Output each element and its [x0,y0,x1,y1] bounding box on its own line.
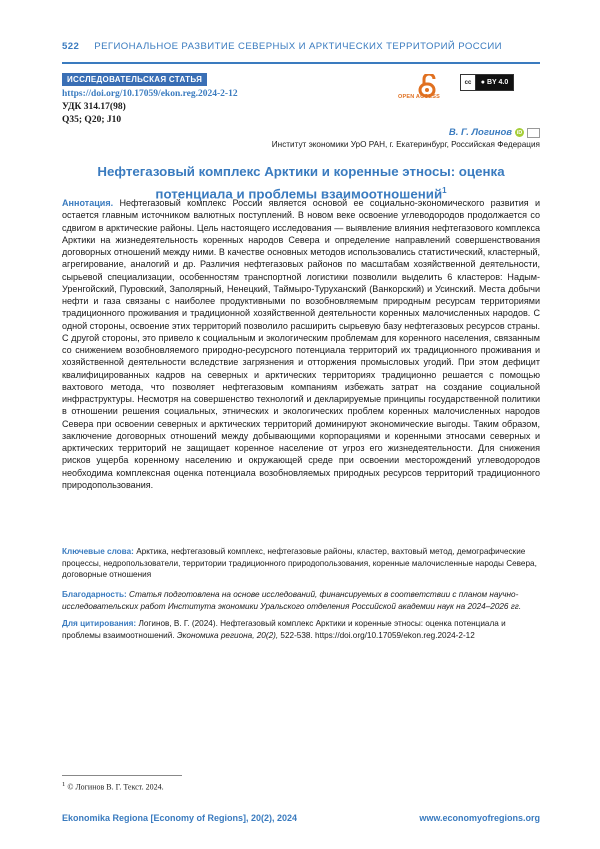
citation-text-a: Логинов, В. Г. (2024). Нефтегазовый комплекс Арктики и коренные этносы: оценка потенциала и проблемы взаимоотношений. [62,619,506,640]
citation-journal: Экономика региона, 20(2), [177,631,278,640]
header-rule [62,62,540,64]
title-footnote-mark[interactable]: 1 [442,186,446,195]
author-line [449,127,540,138]
cc-icon: cc [461,75,476,90]
footnote-text: © Логинов В. Г. Текст. 2024. [67,783,163,792]
keywords-label: Ключевые слова: [62,547,134,556]
doi-link[interactable]: https://doi.org/10.17059/ekon.reg.2024-2-12 [62,89,238,99]
citation-label: Для цитирования: [62,619,136,628]
udk-code: УДК 314.17(98) [62,102,126,112]
abstract-label: Аннотация. [62,198,113,208]
keywords [62,546,540,581]
author-affiliation: Институт экономики УрО РАН, г. Екатеринбург, Российская Федерация [272,140,540,149]
footnote [62,781,164,792]
by-icon: ● [481,79,485,86]
title-text: Нефтегазовый комплекс Арктики и коренные этносы: оценка потенциала и проблемы взаимоотношений [97,164,504,201]
acknowledgment-label: Благодарность: [62,590,127,599]
page-number: 522 [62,41,79,52]
keywords-text: Арктика, нефтегазовый комплекс, нефтегазовые районы, кластер, вахтовый метод, демографические процессы, недропользователи, территории традиционного природопользования, коренные малочисленные народы Севера, договорные отношения [62,547,537,579]
author-name: В. Г. Логинов [449,127,512,138]
acknowledgment-text: Статья подготовлена на основе исследований, финансируемых в соответствии с планом научно-исследовательских работ Института экономики Уральского отделения Российской академии наук на 2024–2026 гг. [62,590,521,611]
footer-journal: Ekonomika Regiona [Economy of Regions], 20(2), 2024 [62,813,297,823]
jel-codes: Q35; Q20; J10 [62,115,121,125]
license-label: BY 4.0 [487,79,508,86]
citation-text-b: 522-538. https://doi.org/10.17059/ekon.reg.2024-2-12 [280,631,474,640]
citation [62,618,540,641]
footer-website-link[interactable]: www.economyofregions.org [419,813,540,823]
email-icon[interactable] [527,128,540,138]
running-title: РЕГИОНАЛЬНОЕ РАЗВИТИЕ СЕВЕРНЫХ И АРКТИЧЕСКИХ ТЕРРИТОРИЙ РОССИИ [94,41,502,52]
footnote-rule [62,775,182,776]
cc-license-badge[interactable] [460,74,514,91]
running-header [62,41,552,52]
abstract-text: Нефтегазовый комплекс России является основой ее социально-экономического развития и остается главным источником валютных поступлений. В новом веке освоение углеводородов продолжается со сдвигом в арктические районы. Цель настоящего исследования — выявление влияния нефтегазового комплекса Арктики на жизнедеятельность коренных народов Севера и определение направлений совершенствования договорных отношений между ними. В качестве основных методов использовались статистический, кластерный, агрегирование, аналогий и др. Различия нефтегазовых районов по масштабам хозяйственной деятельности, сырьевой специализации, особенностям транспортной логистики позволили выделить 6 кластеров: Надым-Уренгойский, Пуровский, Заполярный, Ненецкий, Таймыро-Туруханский (Ванкорский) и Усинский. Места добычи нефти и газа связаны с наиболее продуктивными по возобновляемым природным ресурсам территориями традиционного проживания и традиционной хозяйственной деятельности коренных малочисленных народов. С одной стороны, освоение этих территорий позволило расширить сырьевую базу нефтегазовых ресурсов страны. С другой стороны, это привело к социальным и экологическим проблемам для коренного населения, связанным со снижением возобновляемого природно-ресурсного потенциала территорий их традиционного проживания и хозяйственной деятельности вследствие загрязнения и отторжения промысловых угодий. При этом дефицит квалифицированных кадров на северных и арктических территориях традиционно решается с помощью вахтового метода, что позволяет нефтегазовым компаниям избежать затрат на создание социальной инфраструктуры. Несмотря на совершенство технологий и декларируемые принципы государственной политики в отношении решения социальных, этнических и экологических проблем коренных малочисленных народов Севера при освоении северных и арктических территорий доминируют экономические выгоды. Таким образом, заключение договорных отношений между добывающими корпорациями и коренными этносами северных и арктических территорий не защищает коренное население от угроз его жизнедеятельности. Для снижения рисков ущерба коренному населению и окружающей среде при освоении месторождений углеводородов необходима комплексная оценка потенциала возобновляемых природных ресурсов территорий традиционного природопользования. [62,198,540,490]
orcid-icon[interactable]: iD [515,128,524,137]
article-type-badge: ИССЛЕДОВАТЕЛЬСКАЯ СТАТЬЯ [62,73,207,86]
acknowledgment [62,589,540,612]
abstract [62,197,540,491]
footnote-mark: 1 [62,781,65,788]
open-access-label: OPEN ACCESS [398,94,440,100]
